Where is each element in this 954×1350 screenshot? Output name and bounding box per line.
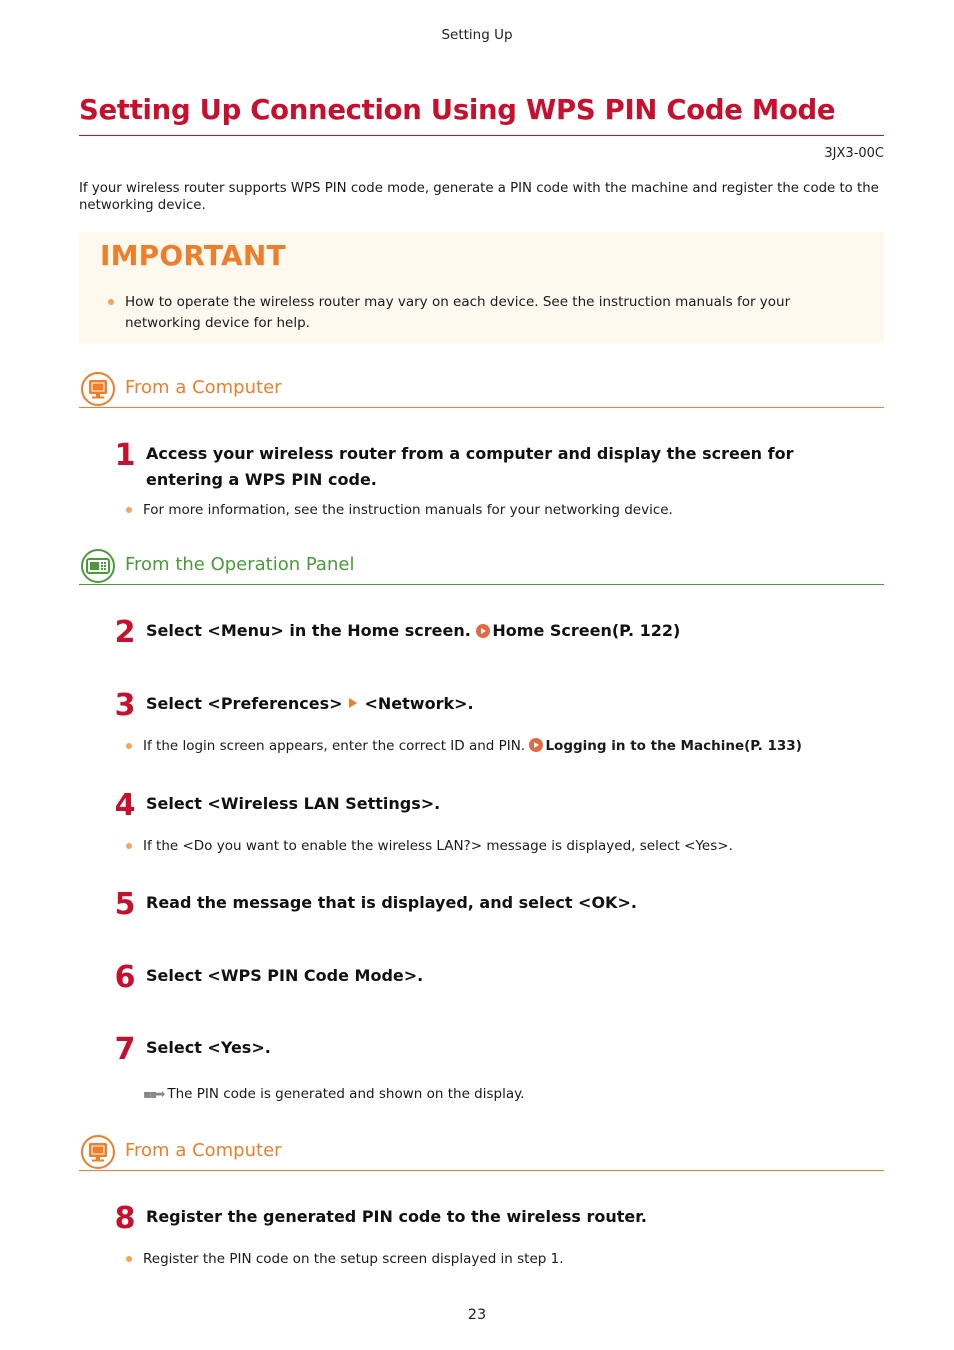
link-arrow-icon bbox=[476, 624, 490, 638]
step-note: For more information, see the instruction manuals for your networking device. bbox=[143, 502, 673, 518]
title-divider bbox=[79, 135, 884, 136]
step-number: 4 bbox=[114, 788, 136, 823]
important-label: IMPORTANT bbox=[100, 239, 286, 272]
bullet-icon bbox=[108, 299, 114, 305]
result-arrow-icon: ▪▪➡ bbox=[143, 1087, 164, 1101]
operation-panel-icon bbox=[81, 549, 115, 583]
triangle-right-icon bbox=[349, 698, 357, 708]
intro-paragraph: If your wireless router supports WPS PIN code mode, generate a PIN code with the machine and register the code to the networking device. bbox=[79, 181, 879, 213]
page-title: Setting Up Connection Using WPS PIN Code Mode bbox=[79, 94, 836, 126]
result-text: The PIN code is generated and shown on the display. bbox=[167, 1086, 525, 1102]
step-text: Access your wireless router from a computer and display the screen for entering a WPS PIN code. bbox=[146, 444, 794, 489]
step-number: 7 bbox=[114, 1032, 136, 1067]
bullet-icon bbox=[126, 1256, 132, 1262]
step-number: 1 bbox=[114, 438, 136, 473]
step-result bbox=[143, 1085, 524, 1103]
step-label: <Network>. bbox=[364, 694, 474, 713]
page-number: 23 bbox=[467, 1307, 487, 1323]
step-text: Register the generated PIN code to the wireless router. bbox=[146, 1207, 647, 1226]
step-text: Select <Yes>. bbox=[146, 1038, 271, 1057]
document-id: 3JX3-00C bbox=[824, 146, 884, 161]
step-text bbox=[146, 691, 871, 717]
bullet-icon bbox=[126, 507, 132, 513]
link-arrow-icon bbox=[529, 738, 543, 752]
login-link[interactable]: Logging in to the Machine(P. 133) bbox=[545, 738, 802, 754]
step-text: Select <Wireless LAN Settings>. bbox=[146, 794, 441, 813]
step-label: Select <Menu> in the Home screen. bbox=[146, 621, 471, 640]
running-header: Setting Up bbox=[441, 27, 513, 43]
step-text: Select <WPS PIN Code Mode>. bbox=[146, 966, 424, 985]
step-number: 6 bbox=[114, 960, 136, 995]
bullet-icon bbox=[126, 843, 132, 849]
step-number: 2 bbox=[114, 615, 136, 650]
step-note: Register the PIN code on the setup screen displayed in step 1. bbox=[143, 1251, 564, 1267]
step-text bbox=[146, 618, 871, 644]
home-screen-link[interactable]: Home Screen(P. 122) bbox=[492, 621, 681, 640]
step-text: Read the message that is displayed, and select <OK>. bbox=[146, 893, 637, 912]
step-label: Select <Preferences> bbox=[146, 694, 343, 713]
section-divider bbox=[79, 1170, 884, 1171]
section-divider bbox=[79, 584, 884, 585]
step-note: If the <Do you want to enable the wireless LAN?> message is displayed, select <Yes>. bbox=[143, 838, 733, 854]
section-title-from-computer: From a Computer bbox=[125, 1140, 282, 1161]
bullet-icon bbox=[126, 743, 132, 749]
step-number: 3 bbox=[114, 688, 136, 723]
step-note bbox=[143, 737, 802, 755]
step-number: 5 bbox=[114, 887, 136, 922]
important-text: How to operate the wireless router may vary on each device. See the instruction manuals for your networking device for help. bbox=[125, 294, 791, 331]
section-title-from-computer: From a Computer bbox=[125, 377, 282, 398]
computer-icon bbox=[81, 372, 115, 406]
section-divider bbox=[79, 407, 884, 408]
section-title-operation-panel: From the Operation Panel bbox=[125, 554, 355, 575]
note-text: If the login screen appears, enter the correct ID and PIN. bbox=[143, 738, 526, 754]
computer-icon bbox=[81, 1135, 115, 1169]
step-number: 8 bbox=[114, 1201, 136, 1236]
